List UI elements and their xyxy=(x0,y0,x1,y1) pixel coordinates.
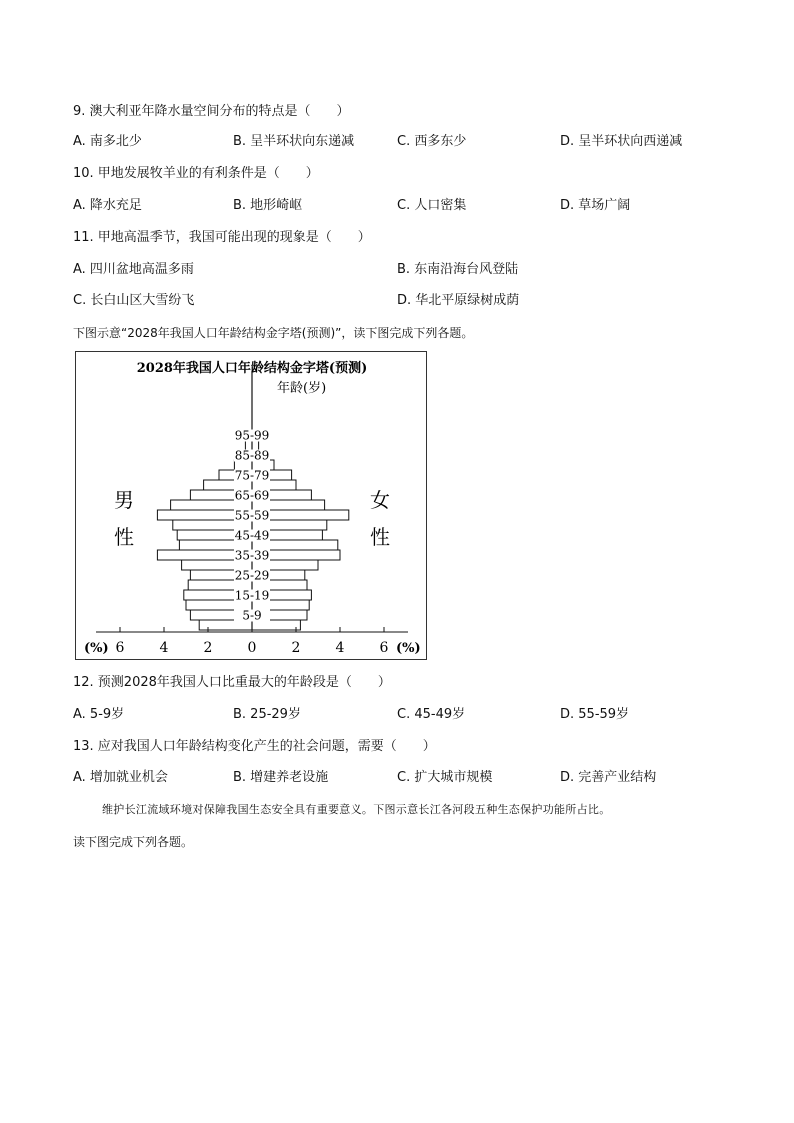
question-13-option-a[interactable]: A. 增加就业机会 xyxy=(73,770,168,785)
question-10-option-c[interactable]: C. 人口密集 xyxy=(397,198,467,213)
question-11-stem: 11. 甲地高温季节，我国可能出现的现象是（ ） xyxy=(73,230,371,245)
age-label-85-89: 85-89 xyxy=(234,448,270,463)
age-label-25-29: 25-29 xyxy=(234,568,270,583)
x-tick-label: 0 xyxy=(247,640,257,656)
question-9-stem: 9. 澳大利亚年降水量空间分布的特点是（ ） xyxy=(73,104,350,119)
question-10-option-b[interactable]: B. 地形崎岖 xyxy=(233,198,303,213)
question-13-option-c[interactable]: C. 扩大城市规模 xyxy=(397,770,493,785)
question-13-option-d[interactable]: D. 完善产业结构 xyxy=(560,770,657,785)
age-label-5-9: 5-9 xyxy=(242,608,262,623)
x-tick-label: 4 xyxy=(159,640,169,656)
age-label-35-39: 35-39 xyxy=(234,548,270,563)
question-10-option-d[interactable]: D. 草场广阔 xyxy=(560,198,631,213)
question-13-stem: 13. 应对我国人口年龄结构变化产生的社会问题，需要（ ） xyxy=(73,739,436,754)
question-12-option-c[interactable]: C. 45-49岁 xyxy=(397,707,466,722)
x-tick-label: 2 xyxy=(291,640,301,656)
female-label-1: 女 xyxy=(370,488,390,512)
question-9-option-a[interactable]: A. 南多北少 xyxy=(73,134,142,149)
question-12-option-b[interactable]: B. 25-29岁 xyxy=(233,707,301,722)
x-tick-label: 4 xyxy=(335,640,345,656)
male-label-1: 男 xyxy=(114,488,134,512)
question-12-option-a[interactable]: A. 5-9岁 xyxy=(73,707,125,722)
x-unit-left: (%) xyxy=(84,641,109,656)
question-11-option-d[interactable]: D. 华北平原绿树成荫 xyxy=(397,293,520,308)
female-label-2: 性 xyxy=(370,525,390,549)
pyramid-intro: 下图示意“2028年我国人口年龄结构金字塔(预测)”，读下图完成下列各题。 xyxy=(73,326,474,340)
question-13-option-b[interactable]: B. 增建养老设施 xyxy=(233,770,329,785)
yangtze-intro-line-2: 读下图完成下列各题。 xyxy=(73,835,194,849)
x-tick-label: 6 xyxy=(115,640,125,656)
age-label-45-49: 45-49 xyxy=(234,528,270,543)
question-10-stem: 10. 甲地发展牧羊业的有利条件是（ ） xyxy=(73,166,319,181)
question-9-option-c[interactable]: C. 西多东少 xyxy=(397,134,467,149)
question-10-option-a[interactable]: A. 降水充足 xyxy=(73,198,142,213)
question-9-option-d[interactable]: D. 呈半环状向西递减 xyxy=(560,134,683,149)
y-axis-label: 年龄(岁) xyxy=(277,381,327,396)
yangtze-intro-line-1: 维护长江流域环境对保障我国生态安全具有重要意义。下图示意长江各河段五种生态保护功能所占比。 xyxy=(102,803,611,816)
question-12-stem: 12. 预测2028年我国人口比重最大的年龄段是（ ） xyxy=(73,675,391,690)
question-11-option-c[interactable]: C. 长白山区大雪纷飞 xyxy=(73,293,195,308)
age-label-95-99: 95-99 xyxy=(234,428,270,443)
age-label-55-59: 55-59 xyxy=(234,508,270,523)
chart-title: 2028年我国人口年龄结构金字塔(预测) xyxy=(136,361,368,376)
male-label-2: 性 xyxy=(114,525,134,549)
age-label-65-69: 65-69 xyxy=(234,488,270,503)
question-11-option-a[interactable]: A. 四川盆地高温多雨 xyxy=(73,262,194,277)
x-tick-label: 2 xyxy=(203,640,213,656)
age-label-75-79: 75-79 xyxy=(234,468,270,483)
age-label-15-19: 15-19 xyxy=(234,588,270,603)
question-11-option-b[interactable]: B. 东南沿海台风登陆 xyxy=(397,262,519,277)
x-unit-right: (%) xyxy=(396,641,421,656)
question-9-option-b[interactable]: B. 呈半环状向东递减 xyxy=(233,134,355,149)
x-tick-label: 6 xyxy=(379,640,389,656)
population-pyramid-chart xyxy=(75,351,427,660)
question-12-option-d[interactable]: D. 55-59岁 xyxy=(560,707,630,722)
pyramid-svg xyxy=(76,352,428,661)
